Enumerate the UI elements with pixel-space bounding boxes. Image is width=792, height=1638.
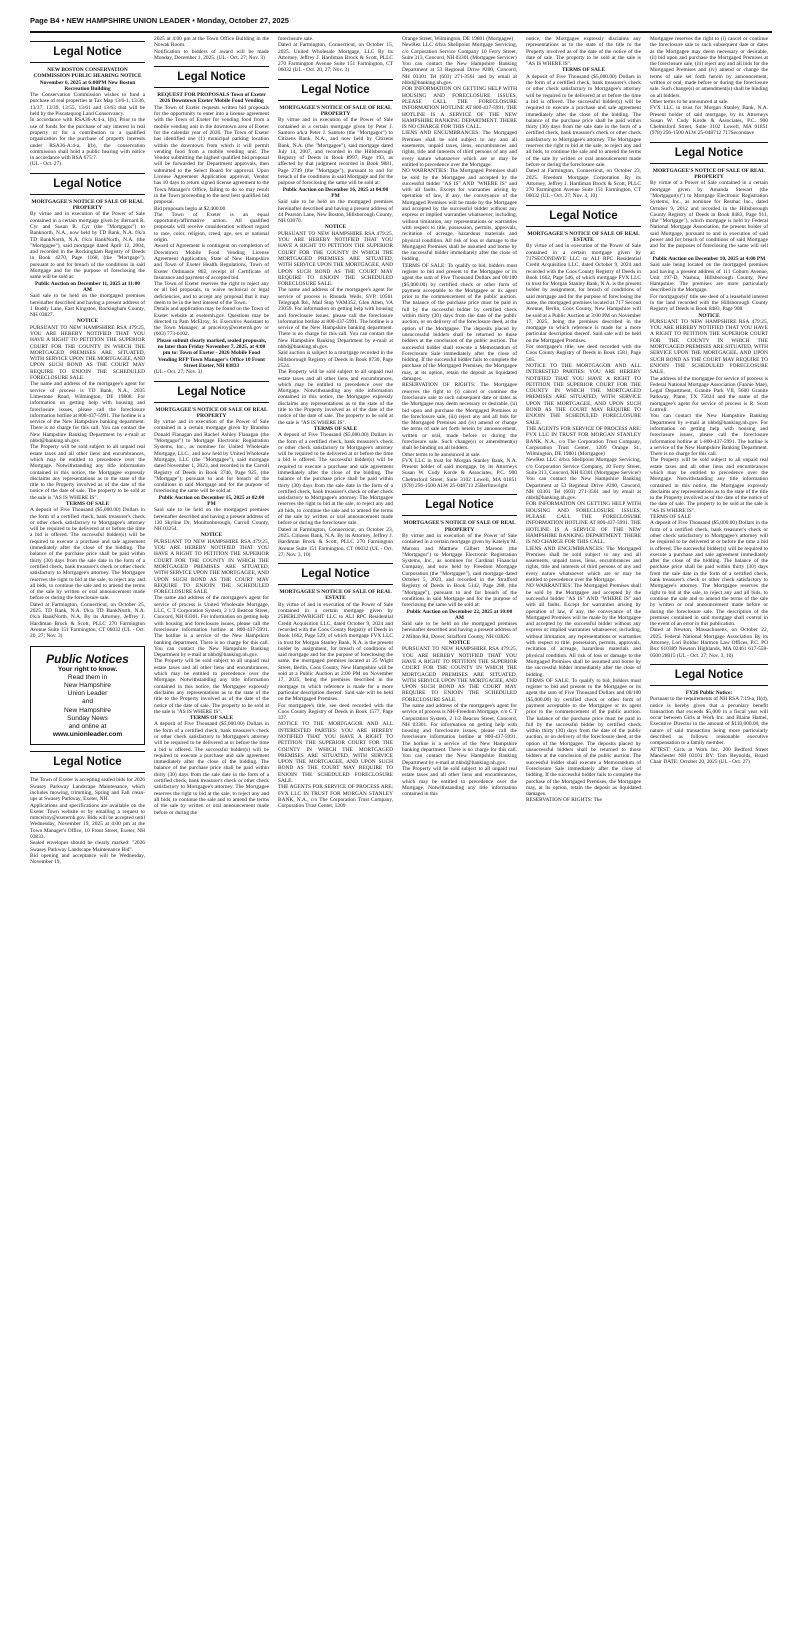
notice-paragraph: NO WARRANTIES: The Mortgaged Premises shall be sold by the Mortgagee and accepted by the successful bidder "AS IS" AND "WHERE IS" and with all faults. Except for warranties arising by operation of law, if any, the conveyance of the Mortgaged Premises will be made by the Mortgagee and accepted by the successful bidder without any express or implied warranties whatsoever, including, without limitation, any representations or warranties with respect to title, possession, permits, approvals, recitation of acreage, hazardous materials and physical condition. All risk of loss or damage to the Mortgaged Premises shall be assumed and borne by the successful bidder immediately after the close of bidding. <box>402 168 517 263</box>
notice-paragraph: The Property will be sold subject to all unpaid real estate taxes and all other liens and encumbrances, which may be entitled to precedence over the Mortgage. Notwithstanding any title information contained in this notice, the Mortgagee expressly disclaims any representations as to the state of the title to the Property involved as of the date of the notice of the date of sale. The property to be sold at the sale is "AS IS WHERE IS". <box>154 658 269 715</box>
notice-paragraph: For mortgagee's title, see deed recorded with the Coos County Registry of Deeds in Book 1577, Page 337. <box>278 702 393 722</box>
notice-paragraph: The Town of Exeter requests written bid proposals for the opportunity to enter into a license agreement with the Town of Exeter for vending food from a mobile vending unit in the downtown area of Exeter for the calendar year of 2026. The Town of Exeter has identified one (1) municipal parking location within the downtown from which it will permit vending food from a mobile vending unit. The Vendor submitting the highest qualified bid proposal will be forwarded for Department approvals, then submitted to the Select Board for approval. Upon License Agreement Application approval, Vendor has 10 days to return signed license agreement to the Town Manager's Office, failing to do so may result in the Town proceeding to the next best qualified bid proposal. <box>154 104 269 206</box>
notice-paragraph: A deposit of Five Thousand ($5,000.00) Dollars in the form of a certified check, bank treasurer's check or other check satisfactory to Mortgagee's attorney will be required to be delivered at or before the time a bid is offered. The successful bidder(s) will be required to execute a purchase and sale agreement immediately after the close of the bidding. The balance of the purchase price shall be paid within thirty (30) days from the sale date in the form of a certified check, bank treasurer's check or other check satisfactory to Mortgagee's attorney. The Mortgagee reserves the right to bid at the sale, to reject any and all bids, to continue the sale and to amend the terms of the sale by written or oral announcement made before or during the foreclosure sale. The description of the premises contained in said mortgage shall control in the event of an error in this publication. <box>650 520 768 628</box>
notice-paragraph: The address of the mortgagee for service of process is Federal National Mortgage Association (Fannie Mae), Legal Department, Granite Park VII, 5600 Granite Parkway, Plano, TX 75024 and the name of the mortgagee's agent for service of process is R. Scott Luttrull. <box>650 375 768 414</box>
notice-paragraph: Mortgagee reserves the right to (i) cancel or continue the foreclosure sale to such subsequent date or dates as the Mortgagee may deem necessary or desirable, (ii) bid upon and purchase the Mortgaged Premises at the foreclosure sale, (iii) reject any and all bids for the Mortgaged Premises and (iv) amend or change the terms of sale set forth herein by announcement, written or oral, made before or during the foreclosure sale. Such change(s) or amendment(s) shall be binding on all bidders. <box>650 36 768 99</box>
notice-paragraph: By virtue and in execution of the Power of Sale contained in a certain mortgage given by Brandon Donald Flanagan and Rachel Ashley Flanagan (the "Mortgagor") to Mortgage Electronic Registration Systems, Inc., as nominee for United Wholesale Mortgage, LLC., and now held by United Wholesale Mortgage, LLC (the "Mortgagee"), said mortgage dated November 1, 2023, and recorded in the Carroll Registry of Deeds in Book 3746, Page 925, (the "Mortgage"), pursuant to and for breach of the conditions in said Mortgage and for the purpose of foreclosing the same will be sold at: <box>154 419 269 495</box>
column-5 <box>526 36 641 1630</box>
notice-paragraph: The Property will be sold subject to all unpaid real estate taxes and all other liens and encumbrances, which may be entitled to precedence over the Mortgage. Notwithstanding any title information contained in this notice, the Mortgagee expressly disclaims any representations as to the state of the title to the Property involved as of the date of the notice of the date of sale. The property to be sold at the sale is "AS IS WHERE IS". <box>278 369 393 426</box>
notice-paragraph: NewRez LLC d/b/a Shellpoint Mortgage Servicing, c/o Corporation Service Company, 10 Ferry Street, Suite 313, Concord, NH 03301 (Mortgagee Servicer) <box>526 457 641 476</box>
notice-heading: MORTGAGEE'S NOTICE OF SALE OF REAL PROPERTY <box>31 198 144 212</box>
notice-paragraph: Bid opening and acceptance will be Wednesday, November 19, <box>30 852 145 866</box>
notice-paragraph: FVX LLC in trust for Morgan Stanley Bank, N.A. Present holder of said mortgage, by its Attorneys Susan W. Cody Korde & Associates, P.C. 900 Chelmsford Street, Suite 3102 Lowell, MA 01851 (978) 256-1500 ALW 25-048713 25Berlinwright <box>402 457 517 490</box>
notice-paragraph: Said sale to be held on the mortgaged premises hereinafter described and having a present address of 2 Milton Rd, Dover, Strafford County, NH 03820. <box>402 621 517 640</box>
notice-paragraph: Dated at Newton, Massachusetts, on October 22, 2025. Federal National Mortgage Association By its Attorney, Lori Bolduc Harmon Law Offices, P.C. PO Box 610389 Newton Highlands, MA 02461 617-558-0500 28015 (UL - Oct. 27; Nov. 3, 10) <box>650 627 768 659</box>
column-4 <box>402 36 517 1630</box>
legal-notice-heading: Legal Notice <box>650 142 768 164</box>
notice-paragraph: Said sale to be held on the mortgaged premises hereinafter described and having a present address of 1 Buddy Lane, East Kingston, Rockingham County, NH 03827. <box>30 293 145 319</box>
notice-paragraph: The Property will be sold subject to all unpaid real estate taxes and all other liens and encumbrances which may be entitled to precedence over the Mortgage. Notwithstanding any title information contained in this notice, the Mortgagee expressly disclaims any representations as to the state of the title to the Property involved as of the date of the notice of the date of sale. The property to be sold at the sale is "AS IS WHERE IS". <box>650 457 768 514</box>
notice-paragraph: LIENS AND ENCUMBRANCES: The Mortgaged Premises shall be sold subject to any and all easements, unpaid taxes, liens, encumbrances and rights, title and interests of third persons of any and every nature whatsoever which are or may be entitled to precedence over the Mortgage. <box>526 545 641 584</box>
notice-paragraph: Award of Agreement is contingent on completion of Downtown Mobile Food Vending License Agreement Application, State of New Hampshire and Town of Exeter Health Regulations, Town of Exeter Ordinance 802, receipt of Certificate of Insurance and payment of accepted bid. <box>154 243 269 281</box>
notice-heading: Public Auction on December 16, 2025 at 04:00 PM <box>282 186 389 199</box>
notice-paragraph: By virtue and in execution of the Power of Sale contained in a certain mortgage given by Katelyn M. Maroon and Matthew Gilbert Maroon (the "Mortgagor") to Mortgage Electronic Registration Systems, Inc., as nominee for Cardinal Financial Company, and now held by Freedom Mortgage Corporation (the "Mortgagee"), said mortgage dated October 5, 2023, and recorded in the Strafford Registry of Deeds in Book 5142, Page 288, (the "Mortgage"), pursuant to and for breach of the conditions in said Mortgage and for the purpose of foreclosing the same will be sold at: <box>402 532 517 609</box>
notice-paragraph: Dated at Farmington, Connecticut, on October 23, 2025. Citizens Bank, N.A. By its Attorney, Jeffrey J. Hardiman Brock & Scott, PLLC 270 Farmington Avenue Suite 151 Farmington, CT 06032 (UL - Oct. 27; Nov. 3, 10) <box>278 526 393 558</box>
notice-paragraph: Bid proposals begin at $2,400.00 <box>154 205 226 212</box>
notice-paragraph: NewRez LLC d/b/a Shellpoint Mortgage Servicing, c/o Corporation Service Company 10 Ferry Street, Suite 313, Concord, NH 03301 (Mortgagee Servicer) <box>402 42 517 61</box>
notice-heading: NEW BOSTON CONSERVATION COMMISSION PUBLIC HEARING NOTICE <box>33 67 142 80</box>
public-notices-line: Your right to know. <box>57 665 118 673</box>
notice-paragraph: Orange Street, Wilmington, DE 19801 (Mortgagee) <box>402 36 514 42</box>
notice-paragraph: Notification to bidders of award will be made Monday, December 1, 2025. (UL - Oct. 27; Nov. 3) <box>154 48 269 61</box>
public-notices-url[interactable]: www.unionleader.com <box>52 731 123 739</box>
public-notices-line: New Hampshire <box>64 706 111 714</box>
notice-heading: TERMS OF SALE <box>313 425 358 432</box>
notice-paragraph: ATTEST: Girls at Work Inc. 200 Bedford Street Manchester NH 03101 BY: Tom Reynolds, Board Chair DATE: October 20, 2025 (UL - Oct. 27) <box>650 746 768 766</box>
notice-heading: REQUEST FOR PROPOSALS Town of Exeter 2026 Downtown Exeter Mobile Food Vending <box>157 92 266 105</box>
notice-paragraph: Said sale to be held on the mortgaged premises hereinafter described and having a present address of 130 Skyline Dr, Moultonborough, Carroll County, NH 03254. <box>154 507 269 533</box>
notice-paragraph: Pursuant to the requirements of NH RSA 7:19-a, II(d), notice is hereby given that a pecuniary benefit transaction that exceeds $5,000 in a fiscal year will occur between Girls at Work Inc. and Blaine Hamel, Executive Director in the amount of $110,000.00, the nature of said transaction being more particularly described as follows: reasonable executive compensation to a family member. <box>650 696 768 747</box>
public-notices-title: Public Notices <box>46 651 129 666</box>
notice-paragraph: A deposit of Five Thousand ($5,000.00) Dollars in the form of a certified check, bank treasurer's check or other check satisfactory to Mortgagee's attorney will be required to be delivered at or before the time a bid is offered. The successful bidder(s) will be required to execute a purchase and sale agreement immediately after the close of the bidding. The balance of the purchase price shall be paid within thirty (30) days from the sale date in the form of a certified check, bank treasurer's check or other check satisfactory to Mortgagee's attorney. The Mortgagee reserves the right to bid at the sale, to reject any and all bids, to continue the sale and to amend the terms of the sale by written or oral announcement made before or during the foreclosure sale. <box>30 507 145 602</box>
legal-notice-heading: Legal Notice <box>30 41 145 63</box>
notice-paragraph: You can contact the New Hampshire Banking Department at 53 Regional Drive #200, Concord, NH 03301 Tel (603) 271-3561 and by email at nhbd@banking.nh.gov. <box>526 476 641 502</box>
notice-paragraph: RESERVATION OF RIGHTS: The <box>526 797 602 804</box>
legal-notice-heading: Legal Notice <box>154 381 269 403</box>
notice-heading: MORTGAGEE'S NOTICE OF SALE OF REAL PROPERTY <box>279 104 392 118</box>
notice-paragraph: Said auction is subject to a mortgage recorded in the Hillsborough Registry of Deeds in Book 8730, Page 2524. <box>278 350 393 369</box>
notice-paragraph: By virtue and in execution of the Power of Sale contained in a certain mortgage given by Bernard R. Cyr and Susan R. Cyr (the "Mortgagor") to Banknorth, N.A., now held by TD Bank, N.A. f/k/a TD BankNorth, N.A. f/k/a BankNorth, N.A. (the "Mortgagee"), said mortgage dated April 12, 2004, and recorded in the Rockingham Registry of Deeds in Book 4270, Page 1168, (the "Mortgage"), pursuant to and for breach of the conditions in said Mortgage and for the purpose of foreclosing the same will be sold at: <box>30 211 145 281</box>
notice-paragraph: You can contact the New Hampshire Banking Department by e-mail at nhbd@banking.nh.gov. For information on getting help with housing and foreclosure issues, please call the foreclosure information hotline at 1-800-437-5991. The hotline is a service of the New Hampshire Banking Department. There is no charge for this call. <box>650 413 768 458</box>
notice-paragraph: In accordance with RSA36-A:4-a, I(b), Prior to the use of funds for the purchase of any interest in real property or for a contribution to a qualified organization for the purchase of property interests under RSA36-A:4-a, I(b), the conservation commission shall hold a public hearing with notice in accordance with RSA 675:7. <box>30 117 145 162</box>
notice-paragraph: foreclosure sale. <box>278 36 314 42</box>
notice-heading: Public Auction on December 10, 2025 at 4:00 PM <box>652 255 766 262</box>
public-notices-line: Union Leader <box>67 690 108 698</box>
legal-notice-heading: Legal Notice <box>278 79 393 101</box>
notice-paragraph: A deposit of Five Thousand ($5,000.00) Dollars in the form of a certified check, bank treasurer's check or other check satisfactory to Mortgagee's attorney will be required to be delivered at or before the time a bid is offered. The successful bidder(s) will be required to execute a purchase and sale agreement immediately after the close of the bidding. The balance of the purchase price shall be paid within thirty (30) days from the sale date in the form of a certified check, bank treasurer's check or other check satisfactory to Mortgagee's attorney. The Mortgagee reserves the right to bid at the sale, to reject any and all bids, to continue the sale and to amend the terms of the sale by written or oral announcement made before or during the <box>154 721 269 816</box>
notice-paragraph: Dated at Farmington, Connecticut, on October 15, 2025. United Wholesale Mortgage, LLC By its Attorney, Jeffrey J. Hardiman Brock & Scott, PLLC 270 Farmington Avenue Suite 151 Farmington, CT 06032 (UL - Oct. 20, 27; Nov. 3) <box>278 42 393 74</box>
notice-paragraph: Sealed envelopes should be clearly marked: "2026 Swasey Parkway Landscape Maintenance Bid". <box>30 840 145 853</box>
public-notices-line: and <box>81 698 93 706</box>
notice-heading: MORTGAGEE'S NOTICE OF SALE OF REAL PROPERTY <box>155 406 268 419</box>
legal-notice-heading: Legal Notice <box>30 751 145 773</box>
notice-paragraph: 2025 at 4:00 pm at the Town Office Building in the Nowak Room. <box>154 36 269 49</box>
notice-paragraph: A deposit of Five Thousand ($5,000.00) Dollars in the form of a certified check, bank treasurer's check or other check satisfactory to Mortgagee's attorney will be required to be delivered at or before the time a bid is offered. The successful bidder(s) will be required to execute a purchase and sale agreement immediately after the close of the bidding. The balance of the purchase price shall be paid within thirty (30) days from the sale date in the form of a certified check, bank treasurer's check or other check satisfactory to Mortgagee's attorney. The Mortgagee reserves the right to bid at the sale, to reject any and all bids, to continue the sale and to amend the terms of the sale by written or oral announcement made before or during the foreclosure sale. <box>526 73 641 168</box>
notice-paragraph: The Property will be sold subject to all unpaid real estate taxes and all other liens and encumbrances, which may be entitled to precedence over the Mortgage. Notwithstanding any title information contained in this notice, the Mortgagee expressly disclaims any representations as to the state of the title to the Property involved as of the date of the notice of the date of sale. The property to be sold at the sale is "AS IS WHERE IS". <box>30 444 145 501</box>
notice-paragraph: The Property will be sold subject to all unpaid real estate taxes and all other liens and encumbrances, which may be entitled to precedence over the Mortgage. Notwithstanding any title information contained in this <box>402 765 517 798</box>
notice-paragraph: PURSUANT TO NEW HAMPSHIRE RSA 479:25, YOU ARE HEREBY NOTIFIED THAT YOU HAVE A RIGHT TO PETITION THE SUPERIOR COURT FOR THE COUNTY IN WHICH THE MORTGAGED PREMISES ARE SITUATED, WITH SERVICE UPON THE MORTGAGEE, AND UPON SUCH BOND AS THE COURT MAY REQUIRE TO ENJOIN THE SCHEDULED FORECLOSURE SALE. <box>30 324 145 382</box>
legal-notice-heading: Legal Notice <box>526 205 641 227</box>
notice-paragraph: PURSUANT TO NEW HAMPSHIRE RSA 479:25, YOU ARE HEREBY NOTIFIED THAT YOU HAVE A RIGHT TO PETITION THE SUPERIOR COURT FOR THE COUNTY IN WHICH THE MORTGAGED PREMISES ARE SITUATED, WITH SERVICE UPON THE MORTGAGEE, AND UPON SUCH BOND AS THE COURT MAY REQUIRE TO ENJOIN THE SCHEDULED FORECLOSURE SALE. <box>650 318 768 376</box>
notice-paragraph: TERMS OF SALE: To qualify to bid, bidders must register to bid and present to the Mortgagee or its agent the sum of Five Thousand Dollars and 00/100 ($5,000.00) by certified check or other form of payment acceptable to the Mortgagee or its agent prior to the commencement of the public auction. The balance of the purchase price must be paid in full by the successful bidder by certified check within thirty (30) days from the date of the public auction, or on delivery of the foreclosure deed, at the option of the Mortgagee. The deposits placed by unsuccessful bidders shall be returned to those bidders at the conclusion of the public auction. The successful bidder shall execute a Memorandum of Foreclosure Sale immediately after the close of bidding. If the successful bidder fails to complete the purchase of the Mortgaged Premises, the Mortgagee may, at its option, retain the deposit as liquidated damages. <box>402 262 517 383</box>
notice-paragraph: Said sale to be held on the mortgaged premises hereinafter described and having a present address of 44 Pearson Lane, New Boston, Hillsborough County, NH 03070. <box>278 199 393 225</box>
notice-paragraph: TERMS OF SALE: To qualify to bid, bidders must register to bid and present to the Mortgagee or its agent the sum of Five Thousand Dollars and 00/100 ($5,000.00) by certified check or other form of payment acceptable to the Mortgagee or its agent prior to the commencement of the public auction. The balance of the purchase price must be paid in full by the successful bidder by certified check within thirty (30) days from the date of the public auction, or on delivery of the foreclosure deed, at the option of the Mortgagee. The deposits placed by unsuccessful bidders shall be returned to those bidders at the conclusion of the public auction. The successful bidder shall execute a Memorandum of Foreclosure Sale immediately after the close of bidding. If the successful bidder fails to complete the purchase of the Mortgaged Premises, the Mortgagee may, at its option, retain the deposit as liquidated damages. <box>526 677 641 798</box>
notice-paragraph: The name and address of the mortgagee's agent for service of process is United Wholesale Mortgage, LLC, C T Corporation System, 2 1/2 Beacon Street, Concord, NH 03301. For information on getting help with housing and foreclosure issues, please call the foreclosure information hotline at 800-437-5991. The hotline is a service of the New Hampshire banking department. There is no charge for this call. You can contact the New Hampshire Banking Department by e-mail at nhbd@banking.nh.gov. <box>154 595 269 659</box>
notice-paragraph: Dated at Farmington, Connecticut, on October 25, 2025. TD Bank, N.A. f/k/a TD BankNorth, N.A. f/k/a BankNorth, N.A. By its Attorney, Jeffrey J. Hardiman Brock & Scott, PLLC 270 Farmington Avenue Suite 151 Farmington, CT 06032 (UL - Oct. 20, 27; Nov. 3) <box>30 601 145 640</box>
notice-paragraph: By virtue of and in execution of the Power of Sale contained in a certain mortgage given by 717SECONDAVE LLC to ALI RPC Residential Credit Acquisition LLC, dated October 9, 2024 and recorded with the Coos County Registry of Deeds in Book 1662, Page 546, of which mortgage FVX LLC in trust for Morgan Stanley Bank, N.A. is the present holder by assignment, for breach of conditions of said mortgage and for the purpose of foreclosing the same, the mortgaged premises located at 717 Second Avenue, Berlin, Coos County, New Hampshire will be sold at a Public Auction at 3:00 PM on November 17, 2025, being the premises described in the mortgage to which reference is made for a more particular description thereof. Said sale will be held on the Mortgaged Premises. <box>526 243 641 344</box>
legal-notice-heading: Legal Notice <box>154 66 269 88</box>
notice-heading: FY26 Public Notice: <box>685 689 733 696</box>
notice-heading: Public Auction on December 22, 2025 at 10:00 AM <box>406 608 513 621</box>
page-header-text: Page B4 • NEW HAMPSHIRE UNION LEADER • Monday, October 27, 2025 <box>30 15 289 25</box>
notice-heading: TERMS OF SALE <box>65 501 110 507</box>
legal-notice-heading: Legal Notice <box>278 563 393 585</box>
legal-notice-heading: Legal Notice <box>650 664 768 686</box>
notice-paragraph: Applications and specifications are available on the Exeter Town website or by emailing a request to mmcelroy@exeternh.gov. Bids will be accepted until Wednesday, November 19, 2025 at 4:00 pm at the Town Manager's Office, 10 Front Street, Exeter, NH 03833. <box>30 802 145 841</box>
legal-notice-heading: Legal Notice <box>30 173 145 195</box>
notice-paragraph: For mortgagor(s)' title see deed of a leasehold interest in the land recorded with the Hillsborough County Registry of Deeds in Book 8483, Page 908. <box>650 293 768 313</box>
notice-paragraph: PURSUANT TO NEW HAMPSHIRE RSA 479:25, YOU ARE HEREBY NOTIFIED THAT YOU HAVE A RIGHT TO PETITION THE SUPERIOR COURT FOR THE COUNTY IN WHICH THE MORTGAGED PREMISES ARE SITUATED, WITH SERVICE UPON THE MORTGAGEE, AND UPON SUCH BOND AS THE COURT MAY REQUIRE TO ENJOIN THE SCHEDULED FORECLOSURE SALE. <box>278 230 393 288</box>
notice-paragraph: RESERVATION OF RIGHTS: The Mortgagee reserves the right to (i) cancel or continue the foreclosure sale to such subsequent date or dates as the Mortgagee may deem necessary or desirable, (ii) bid upon and purchase the Mortgaged Premises at the foreclosure sale, (iii) reject any and all bids for the Mortgaged Premises and (iv) amend or change the terms of sale set forth herein by announcement, written or oral, made before or during the foreclosure sale. Such change(s) or amendment(s) shall be binding on all bidders. <box>402 382 517 452</box>
notice-paragraph: NOTICE TO THE MORTGAGOR AND ALL INTERESTED PARTIES: YOU ARE HEREBY NOTIFIED THAT YOU HAVE A RIGHT TO PETITION THE SUPERIOR COURT FOR THE COUNTY IN WHICH THE MORTGAGED PREMISES ARE SITUATED, WITH SERVICE UPON THE MORTGAGEE, AND UPON SUCH BOND AS THE COURT MAY REQUIRE TO ENJOIN THE SCHEDULED FORECLOSURE SALE. <box>278 721 393 785</box>
notice-heading: November 6, 2025 at 6:00PM New Boston Recreation Building <box>39 79 136 92</box>
notice-paragraph: By virtue of and in execution of the Power of Sale contained in a certain mortgage given by 25BERLINWRIGHT LLC to ALI RPC Residential Credit Acquisition LLC, dated October 9, 2024 and recorded with the Coos County Registry of Deeds in Book 1662, Page 529, of which mortgage FVX LLC in trust for Morgan Stanley Bank, N.A. is the present holder by assignment, for breach of conditions of said mortgage and for the purpose of foreclosing the same, the mortgaged premises located at 25 Wight Street, Berlin, Coos County, New Hampshire will be sold at a Public Auction at 2:00 PM on November 17, 2025, being the premises described in the mortgage to which reference is made for a more particular description thereof. Said sale will be held on the Mortgaged Premises. <box>278 601 393 703</box>
notice-paragraph: TERMS OF SALE <box>650 514 692 521</box>
notice-paragraph: By virtue of a Power of Sale contained in a certain mortgage given by Amanda Stewart (the "Mortgagor(s)") to Mortgage Electronic Registration Systems, Inc., as nominee for Resmac Inc., dated October 9, 2012 and recorded in the Hillsborough County Registry of Deeds in Book 8483, Page 911, (the "Mortgage"), which mortgage is held by Federal National Mortgage Association, the present holder of said Mortgage, pursuant to and in execution of said power and for breach of conditions of said Mortgage and for the purposes of foreclosing the same will sell at: <box>650 180 768 256</box>
notice-paragraph: The name and address of the mortgagee's agent for service of process is TD Bank, N.A., 2035 Limestone Road, Wilmington, DE 19808. For information on getting help with housing and foreclosure issues, please call the foreclosure information hotline at 800-437-5991. The hotline is a service of the New Hampshire banking department. There is no charge for this call. You can contact the New Hampshire Banking Department by e-mail at nhbd@banking.nh.gov. <box>30 381 145 445</box>
notice-paragraph: The Town of Exeter is an equal opportunity/affirmative action. All qualified proposals will receive consideration without regard to race, color, religion, creed, age, sex or national origin. <box>154 211 269 244</box>
notice-paragraph: notice, the Mortgagee expressly disclaims any representations as to the state of the title to the Property involved as of the date of the notice of the date of sale. The property to be sold at the sale is "AS IS WHERE IS". <box>526 36 641 68</box>
column-6 <box>650 36 768 1630</box>
notice-heading: Public Auction on December 15, 2025 at 02:00 PM <box>158 494 265 507</box>
notice-paragraph: The Town of Exeter is accepting sealed bids for 2026 Swasey Parkway Landscape Maintenance, which includes mowing, trimming, Spring and Fall clean-ups at Swasey Parkway, Exeter, NH. <box>30 777 145 803</box>
notice-paragraph: You can contact the New Hampshire Banking Department at 53 Regional Drive #200, Concord, NH 03301 Tel (603) 271-3561 and by email at nhbd@banking.nh.gov. <box>402 61 517 87</box>
notice-paragraph: NOTICE TO THE MORTGAGOR AND ALL INTERESTED PARTIES: YOU ARE HEREBY NOTIFIED THAT YOU HAVE A RIGHT TO PETITION THE SUPERIOR COURT FOR THE COUNTY IN WHICH THE MORTGAGED PREMISES ARE SITUATED, WITH SERVICE UPON THE MORTGAGEE, AND UPON SUCH BOND AS THE COURT MAY REQUIRE TO ENJOIN THE SCHEDULED FORECLOSURE SALE. <box>526 362 641 426</box>
public-notices-line: and online at <box>68 722 107 730</box>
notice-paragraph: NO WARRANTIES: The Mortgaged Premises shall be sold by the Mortgagee and accepted by the successful bidder "AS IS" AND "WHERE IS" and with all faults. Except for warranties arising by operation of law, if any, the conveyance of the Mortgaged Premises will be made by the Mortgagee and accepted by the successful bidder without any express or implied warranties whatsoever, including, without limitation, any representations or warranties with respect to title, possession, permits, approvals, recitation of acreage, hazardous materials and physical condition. All risk of loss or damage to the Mortgaged Premises shall be assumed and borne by the successful bidder immediately after the close of bidding. <box>526 583 641 678</box>
notice-paragraph: Other terms to be announced at sale. <box>650 98 729 105</box>
legal-notice-heading: Legal Notice <box>402 494 517 516</box>
notice-heading: NOTICE <box>200 532 223 539</box>
notice-paragraph: Other terms to be announced at sale. <box>402 451 481 458</box>
public-notices-line: Sunday News <box>67 714 108 722</box>
notice-heading: NOTICE <box>698 312 720 319</box>
public-notices-promo <box>30 646 145 746</box>
notice-paragraph: LIENS AND ENCUMBRANCES: The Mortgaged Premises shall be sold subject to any and all easements, unpaid taxes, liens, encumbrances and rights, title and interests of third persons of any and every nature whatsoever which are or may be entitled to precedence over the Mortgage. <box>402 130 517 168</box>
notice-paragraph: Said sale being located on the mortgaged premises and having a present address of 111 Coburn Avenue, Unit 197-D, Nashua, Hillsborough County, New Hampshire. The premises are more particularly described in the Mortgage. <box>650 262 768 294</box>
notice-paragraph: The name and address of the mortgagee's agent for service of process is Rhonda Wells, SVP, 10561 Telegraph Rd., Mail Stop VAM352, Glen Allen, VA 23059. For information on getting help with housing and foreclosure issues, please call the foreclosure information hotline at 800-437-5991. The hotline is a service of the New Hampshire banking department. There is no charge for this call. You can contact the New Hampshire Banking Department by e-mail at nhbd@banking.nh.gov. <box>278 287 393 351</box>
notice-heading: TERMS OF SALE <box>561 67 606 74</box>
notice-paragraph: For mortgagee's title, see deed recorded with the Coos County Registry of Deeds in Book 1581, Page 565. <box>526 344 641 363</box>
notice-heading: TERMS OF SALE <box>189 715 234 722</box>
notice-heading: MORTGAGEE'S NOTICE OF SALE OF REAL PROPERTY <box>403 520 516 533</box>
notice-paragraph: (UL - Oct. 27) <box>30 161 61 168</box>
notice-paragraph: THE AGENTS FOR SERVICE OF PROCESS ARE: FVX LLC IN TRUST FOR MORGAN STANLEY BANK, N.A., c/o The Corporation Trust Company, Corporation Trust Center, 1209 Orange St., Wilmington, DE 19801 (Mortgagee) <box>526 425 641 458</box>
notice-paragraph: PURSUANT TO NEW HAMPSHIRE RSA 479:25, YOU ARE HEREBY NOTIFIED THAT YOU HAVE A RIGHT TO PETITION THE SUPERIOR COURT FOR THE COUNTY IN WHICH THE MORTGAGED PREMISES ARE SITUATED, WITH SERVICE UPON THE MORTGAGEE, AND UPON SUCH BOND AS THE COURT MAY REQUIRE TO ENJOIN THE SCHEDULED FORECLOSURE SALE. <box>154 538 269 596</box>
column-2 <box>154 36 269 1630</box>
notice-heading: MORTGAGEE'S NOTICE OF SALE OF REAL ESTATE <box>279 589 392 602</box>
notice-heading: NOTICE <box>448 640 471 647</box>
public-notices-line: Read them in <box>67 673 108 681</box>
notice-paragraph: By virtue and in execution of the Power of Sale contained in a certain mortgage given by Peter J. Santoro a/k/a Peter J. Santoto (the "Mortgagor") to Citizens Bank, N.A., and now held by Citizens Bank, N.A. (the "Mortgagee"), said mortgage dated July 14, 2007, and recorded in the Hillsborough Registry of Deeds in Book 8997, Page 193, as affected by that judgment recorded in Book 9881, Page 2749 (the "Mortgage"), pursuant to and for breach of the conditions in said Mortgage and for the purpose of foreclosing the same will be sold at: <box>278 117 393 187</box>
notice-paragraph: The Conservation Commission wishes to fund a purchase of real properties at Tax Map 13/6-1, 13/36, 13/37, 13/39, 13/55, 13/61 and 13/63 that will be held by the Piscataquog Land Conservancy. <box>30 92 145 118</box>
notice-heading: Public Auction on December 11, 2025 at 11:00 AM <box>34 280 140 293</box>
notice-paragraph: Dated at Farmington, Connecticut, on October 23, 2025. Freedom Mortgage Corporation By its Attorney, Jeffrey J. Hardiman Brock & Scott, PLLC 270 Farmington Avenue Suite 151 Farmington, CT 06032 (UL - Oct. 27; Nov. 3, 10) <box>526 168 641 200</box>
notice-heading: Please submit clearly marked, sealed proposals, no later than Friday November 7, 2025, at 4:00 pm to: Town of Exeter - 2026 Mobile Food Vending RFP Town Manager's Office 10 Front Street Exeter, NH 03833 <box>156 337 267 369</box>
notice-paragraph: THE AGENTS FOR SERVICE OF PROCESS ARE: FVX LLC IN TRUST FOR MORGAN STANLEY BANK, N.A., c/o The Corporation Trust Company, Corporation Trust Center, 1209 <box>278 784 393 810</box>
notice-paragraph: FOR INFORMATION ON GETTING HELP WITH HOUSING AND FORECLOSURE ISSUES, PLEASE CALL THE FORECLOSURE INFORMATION HOTLINE AT 800-437-5991. THE HOTLINE IS A SERVICE OF THE NEW HAMPSHIRE BANKING DEPARTMENT. THERE IS NO CHARGE FOR THIS CALL. <box>526 501 641 546</box>
notice-heading: MORTGAGEE'S NOTICE OF SALE OF REAL ESTATE <box>527 230 640 244</box>
page-header <box>30 10 772 30</box>
notice-heading: MORTGAGEE'S NOTICE OF SALE OF REAL PROPERTY <box>652 167 766 181</box>
notice-heading: NOTICE <box>76 318 99 325</box>
notice-paragraph: Details and application may be found on the Town of Exeter website at exeternh.gov. Questions may be directed to Pam McElroy, Sr. Executive Assistant to the Town Manager, at pmcelroy@exeternh.gov or (603) 773-6102. <box>154 306 269 338</box>
notice-paragraph: FOR INFORMATION ON GETTING HELP WITH HOUSING AND FORECLOSURE ISSUES, PLEASE CALL THE FORECLOSURE INFORMATION HOTLINE AT 800-437-5991. THE HOTLINE IS A SERVICE OF THE NEW HAMPSHIRE BANKING DEPARTMENT. THERE IS NO CHARGE FOR THIS CALL. <box>402 86 517 131</box>
header-rule <box>30 31 772 33</box>
notice-paragraph: A deposit of Five Thousand ($5,000.00) Dollars in the form of a certified check, bank treasurer's check or other check satisfactory to Mortgagee's attorney will be required to be delivered at or before the time a bid is offered. The successful bidder(s) will be required to execute a purchase and sale agreement immediately after the close of the bidding. The balance of the purchase price shall be paid within thirty (30) days from the sale date in the form of a certified check, bank treasurer's check or other check satisfactory to Mortgagee's attorney. The Mortgagee reserves the right to bid at the sale, to reject any and all bids, to continue the sale and to amend the terms of the sale by written or oral announcement made before or during the foreclosure sale. <box>278 432 393 527</box>
notice-paragraph: FVX LLC in trust for Morgan Stanley Bank, N.A. Present holder of said mortgage, by its Attorneys Susan W. Cody Korde & Associates, P.C. 900 Chelmsford Street, Suite 3102 Lowell, MA 01851 (978) 256-1500 ALW 25-048712 717Secondave <box>650 105 768 137</box>
notice-heading: NOTICE <box>324 224 347 231</box>
notice-paragraph: The name and address of the mortgagee's agent for service of process is NH-Freedom Mortgage, c/o C T Corporation System, 2 1/2 Beacon Street, Concord, NH 03301. For information on getting help with housing and foreclosure issues, please call the foreclosure information hotline at 800-437-5991. The hotline is a service of the New Hampshire banking department. There is no charge for this call. You can contact the New Hampshire Banking Department by e-mail at nhbd@banking.nh.gov. <box>402 702 517 766</box>
notice-paragraph: (UL - Oct. 27; Nov. 3) <box>154 369 203 376</box>
notice-paragraph: PURSUANT TO NEW HAMPSHIRE RSA 479:25, YOU ARE HEREBY NOTIFIED THAT YOU HAVE A RIGHT TO PETITION THE SUPERIOR COURT FOR THE COUNTY IN WHICH THE MORTGAGED PREMISES ARE SITUATED, WITH SERVICE UPON THE MORTGAGEE, AND UPON SUCH BOND AS THE COURT MAY REQUIRE TO ENJOIN THE SCHEDULED FORECLOSURE SALE. <box>402 646 517 703</box>
notice-paragraph: The Town of Exeter reserves the right to reject any or all bid proposals, to waive technical or legal deficiencies, and to accept any proposal that it may deem to be in the best interest of the Town. <box>154 281 269 306</box>
column-1 <box>30 36 145 1630</box>
column-3 <box>278 36 393 1630</box>
public-notices-line: New Hampshire <box>64 681 111 689</box>
